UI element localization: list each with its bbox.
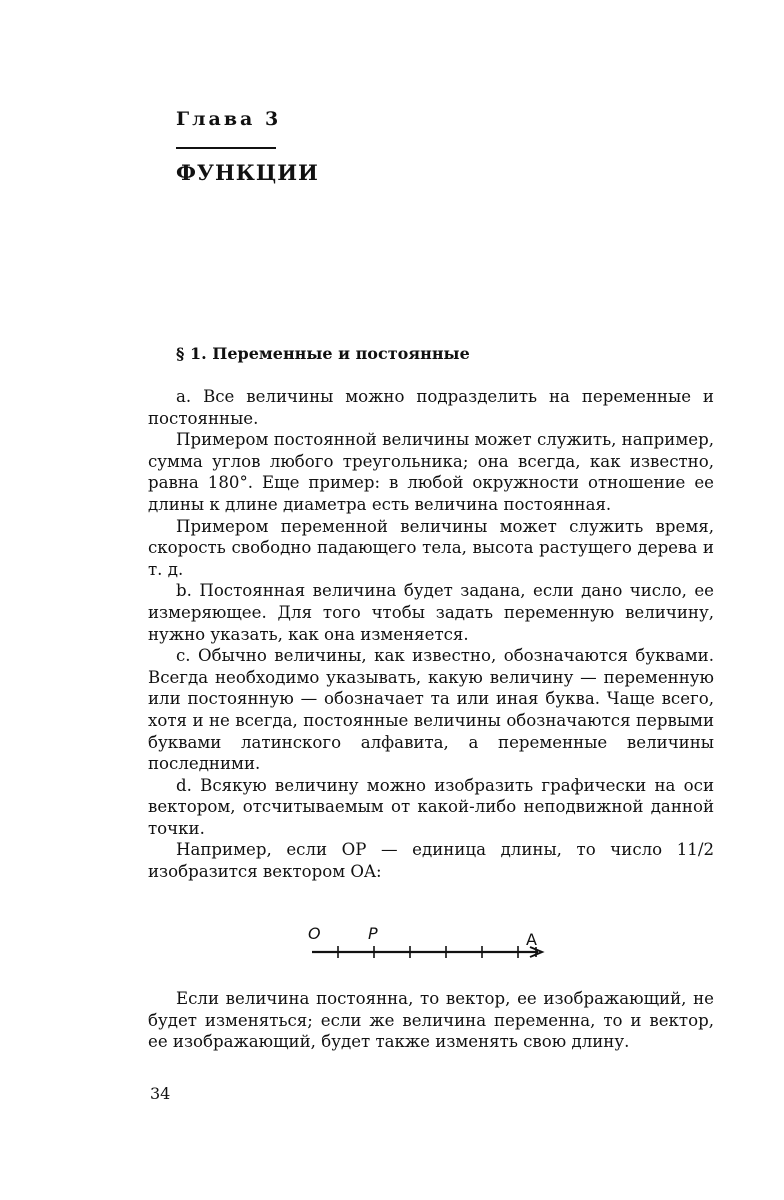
paragraph-vector-example: Например, если OP — единица длины, то число 11/2 изобразится вектором OA:	[148, 840, 714, 882]
paragraph-variable-example: Примером переменной величины может служить время, скорость свободно падающего тела, высота растущего дерева и т. д.	[148, 516, 714, 579]
closing-text	[148, 988, 714, 1053]
paragraph-c: c. Обычно величины, как известно, обозначаются буквами. Всегда необходимо указывать, какую величину — переменную или постоянную — обозначает та или иная буква. Чаще всего, хотя и не всегда, постоянные величины обозначаются первыми буквами латинского алфавита, а переменные величины последними.	[148, 646, 714, 774]
body-text	[148, 386, 714, 883]
paragraph-d: d. Всякую величину можно изобразить графически на оси вектором, отсчитываемым от какой-либо неподвижной данной точки.	[148, 775, 714, 838]
chapter-heading: Глава 3	[176, 108, 282, 130]
paragraph-b: b. Постоянная величина будет задана, если дано число, ее измеряющее. Для того чтобы задать переменную величину, нужно указать, как она изменяется.	[148, 581, 714, 644]
vector-figure	[300, 924, 560, 972]
chapter-rule	[176, 147, 276, 149]
label-p: P	[368, 924, 378, 943]
page-number: 34	[150, 1084, 171, 1103]
paragraph-a: а. Все величины можно подразделить на переменные и постоянные.	[148, 387, 714, 428]
section-heading: § 1. Переменные и постоянные	[176, 344, 470, 363]
number-axis	[300, 924, 560, 972]
label-o: O	[308, 924, 321, 943]
paragraph-constant-example: Примером постоянной величины может служить, например, сумма углов любого треугольника; она всегда, как известно, равна 180°. Еще пример: в любой окружности отношение ее длины к длине диаметра есть величина постоянная.	[148, 430, 714, 514]
label-a: A	[526, 930, 537, 949]
chapter-title: ФУНКЦИИ	[176, 160, 319, 185]
paragraph-closing: Если величина постоянна, то вектор, ее изображающий, не будет изменяться; если же величина переменна, то и вектор, ее изображающий, будет также изменять свою длину.	[148, 989, 714, 1052]
